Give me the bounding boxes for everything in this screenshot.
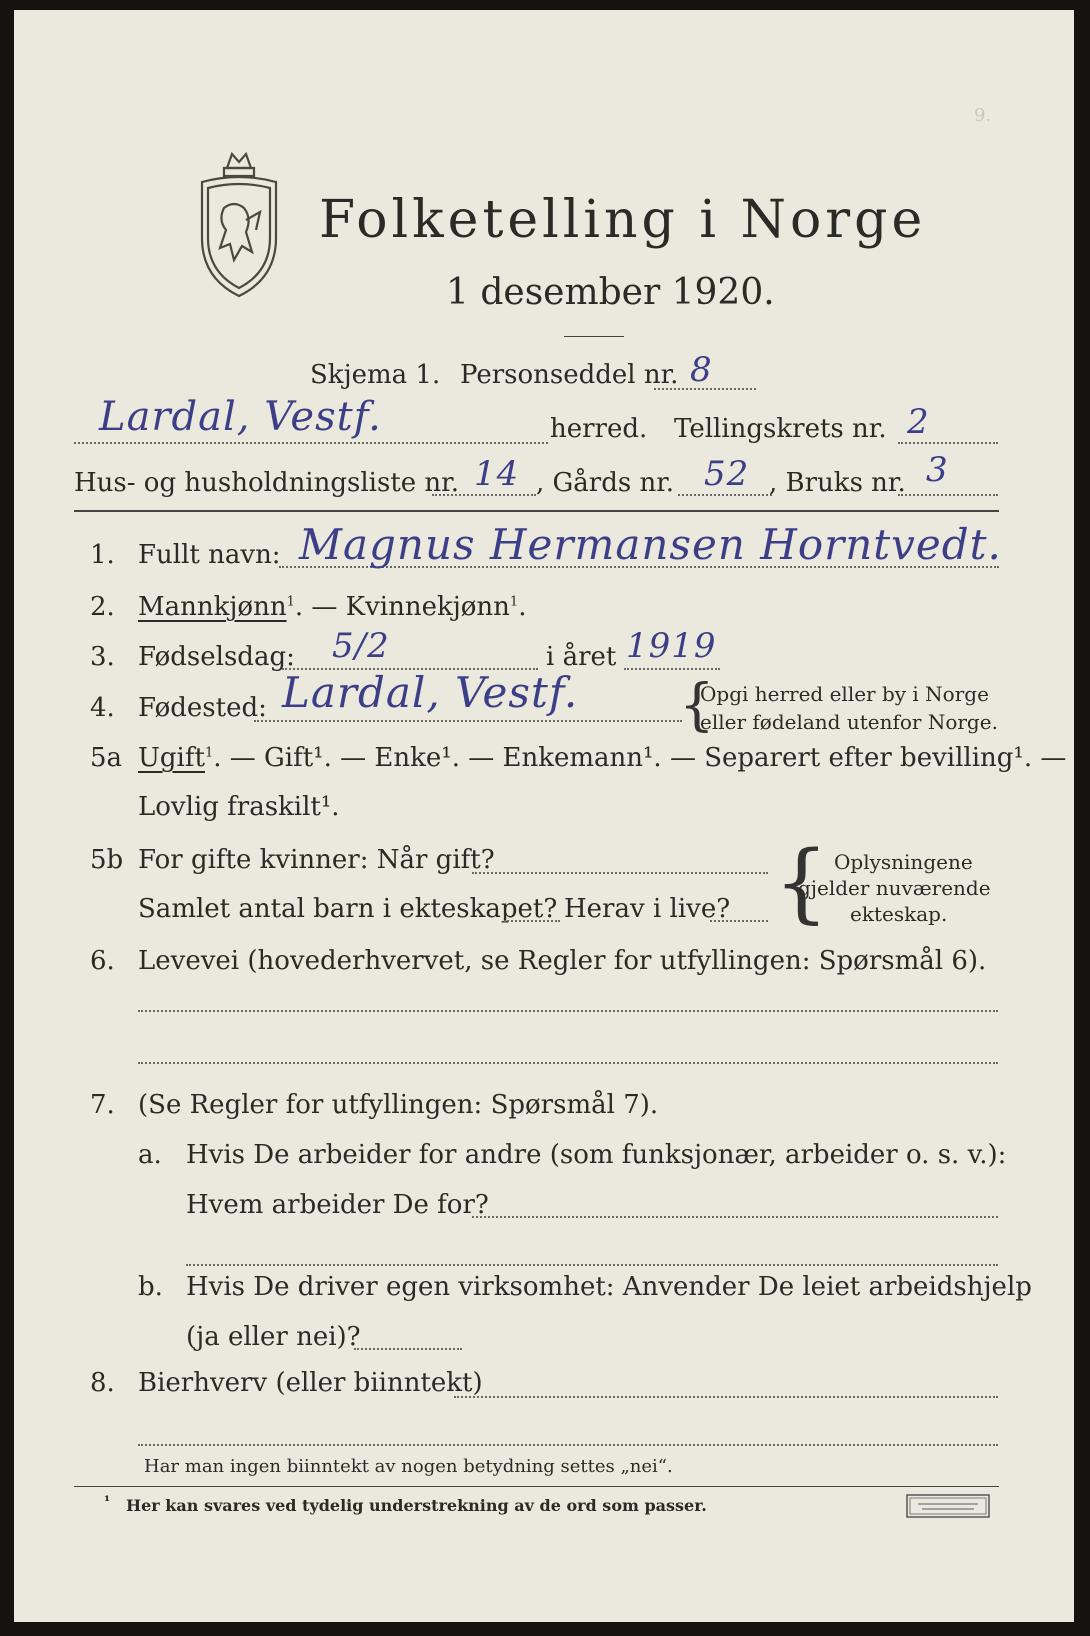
- q5a-other-options: . — Gift¹. — Enke¹. — Enkemann¹. — Separert efter bevilling¹. —: [213, 743, 1067, 773]
- q5b-number: 5b: [90, 845, 124, 875]
- q7a-number: a.: [138, 1140, 162, 1170]
- q7b-label2: (ja eller nei)?: [186, 1322, 361, 1352]
- header-divider: [74, 510, 999, 512]
- q7-number: 7.: [90, 1090, 115, 1120]
- q7b-number: b.: [138, 1272, 163, 1302]
- herred-line: [74, 442, 548, 444]
- q5b-brace: {: [774, 833, 829, 933]
- q5b-line2: [504, 920, 560, 922]
- q5b-line1: [472, 872, 768, 874]
- gards-value: 52: [704, 454, 750, 494]
- herred-value: Lardal, Vestf.: [99, 394, 382, 440]
- q2-end: .: [518, 592, 527, 622]
- q5b-note3: ekteskap.: [850, 902, 948, 926]
- q5a-line2: Lovlig fraskilt¹.: [138, 792, 340, 822]
- q5b-note2: gjelder nuværende: [798, 876, 991, 900]
- footnote-ref: 1: [286, 594, 295, 610]
- full-name-value: Magnus Hermansen Horntvedt.: [299, 520, 1002, 569]
- q5b-label1: For gifte kvinner: Når gift?: [138, 845, 495, 875]
- personseddel-value: 8: [690, 350, 713, 390]
- q3-label: Fødselsdag:: [138, 642, 295, 672]
- hus-label: Hus- og husholdningsliste nr.: [74, 468, 460, 498]
- q8-line1: [454, 1396, 998, 1398]
- footnote-divider: [74, 1486, 999, 1487]
- q4-brace: {: [679, 673, 715, 738]
- q7-label: (Se Regler for utfyllingen: Spørsmål 7).: [138, 1090, 659, 1120]
- q3-number: 3.: [90, 642, 115, 672]
- option-ugift: Ugift: [138, 743, 205, 773]
- census-form: [14, 10, 1074, 1622]
- personseddel-label: Personseddel nr.: [460, 360, 679, 390]
- bruks-label: , Bruks nr.: [769, 468, 906, 498]
- hus-value: 14: [474, 454, 520, 494]
- q6-label: Levevei (hovederhvervet, se Regler for utfyllingen: Spørsmål 6).: [138, 946, 987, 976]
- q7b-label: Hvis De driver egen virksomhet: Anvender De leiet arbeidshjelp: [186, 1272, 1032, 1302]
- q5b-line3: [710, 920, 768, 922]
- printer-stamp-icon: [906, 1494, 990, 1518]
- birth-day-value: 5/2: [332, 626, 390, 666]
- q2-options: [138, 592, 526, 622]
- option-kvinnekjonn: Kvinnekjønn: [345, 592, 510, 622]
- bruks-value: 3: [926, 450, 949, 490]
- q6-line2: [138, 1062, 998, 1064]
- bleed-through: 9.: [974, 105, 992, 126]
- q4-note-line2: eller fødeland utenfor Norge.: [700, 710, 998, 734]
- coat-of-arms: [194, 148, 284, 312]
- q5b-label3: Herav i live?: [564, 894, 731, 924]
- q4-label: Fødested:: [138, 693, 267, 723]
- q7a-label: Hvis De arbeider for andre (som funksjonær, arbeider o. s. v.):: [186, 1140, 1007, 1170]
- no-income-note: Har man ingen biinntekt av nogen betydning settes „nei“.: [144, 1456, 673, 1477]
- q7a-line2: [186, 1264, 998, 1266]
- form-date: 1 desember 1920.: [446, 272, 775, 313]
- q5b-note1: Oplysningene: [834, 850, 973, 874]
- title-divider: [564, 336, 624, 337]
- tellingskrets-label: Tellingskrets nr.: [674, 414, 887, 444]
- q7b-line: [354, 1348, 462, 1350]
- q5a-number: 5a: [90, 743, 123, 773]
- q1-label: Fullt navn:: [138, 540, 281, 570]
- q4-line: [254, 720, 682, 722]
- footnote-text: Her kan svares ved tydelig understrekning av de ord som passer.: [126, 1496, 707, 1515]
- skjema-label: Skjema 1.: [310, 360, 441, 390]
- q6-line1: [138, 1010, 998, 1012]
- q4-note-line1: Opgi herred eller by i Norge: [700, 682, 989, 706]
- q8-number: 8.: [90, 1368, 115, 1398]
- q7a-line1: [472, 1216, 998, 1218]
- q4-number: 4.: [90, 693, 115, 723]
- bruks-line: [898, 494, 998, 496]
- q1-number: 1.: [90, 540, 115, 570]
- q2-separator: . —: [294, 592, 346, 622]
- q7a-label2: Hvem arbeider De for?: [186, 1190, 489, 1220]
- q8-label: Bierhverv (eller biinntekt): [138, 1368, 483, 1398]
- q3-year-label: i året: [546, 642, 617, 672]
- q6-number: 6.: [90, 946, 115, 976]
- tellingskrets-line: [898, 442, 998, 444]
- form-title: Folketelling i Norge: [319, 190, 927, 250]
- q3-year-line: [624, 668, 720, 670]
- option-mannkjonn: Mannkjønn: [138, 592, 287, 622]
- hus-line: [432, 494, 536, 496]
- tellingskrets-value: 2: [907, 402, 930, 442]
- q5a-options: [138, 743, 1066, 773]
- footnote-mark: ¹: [104, 1494, 111, 1510]
- footnote-ref: 1: [204, 745, 214, 761]
- gards-label: , Gårds nr.: [536, 468, 675, 498]
- herred-label: herred.: [550, 414, 648, 444]
- birth-year-value: 1919: [626, 626, 717, 666]
- printer-stamp: [906, 1494, 990, 1522]
- gards-line: [678, 494, 772, 496]
- q8-line2: [138, 1444, 998, 1446]
- q2-number: 2.: [90, 592, 115, 622]
- q5b-label2: Samlet antal barn i ekteskapet?: [138, 894, 558, 924]
- birthplace-value: Lardal, Vestf.: [282, 668, 579, 717]
- norwegian-lion-crest-icon: [194, 148, 284, 308]
- footnote-ref: 1: [509, 594, 519, 610]
